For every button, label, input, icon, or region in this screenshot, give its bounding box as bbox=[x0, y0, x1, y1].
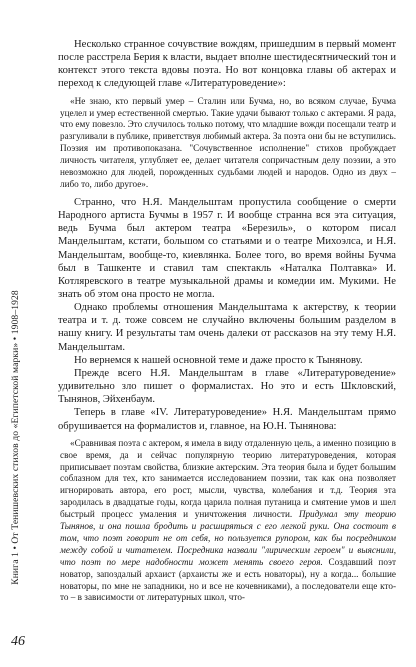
paragraph: Прежде всего Н.Я. Мандельштам в главе «Литературоведение» удивительно зло пишет о формалистах. Но это и есть Шкловский, Тынянов, Эйхенбаум. bbox=[58, 367, 396, 406]
running-head-text: Книга 1 • От Тенишевских стихов до «Египетской марки» • 1908–1928 bbox=[9, 289, 21, 585]
paragraph: Однако проблемы отношения Мандельштама к актерству, к теории театра и т. д. тоже совсем не случайно включены большим разделом в нашу книгу. И результаты там очень далеки от рассказов на эту тему Н.Я. Мандельштам. bbox=[58, 302, 396, 353]
paragraph: Теперь в главе «IV. Литературоведение» Н.Я. Мандельштам прямо обрушивается на формалистов и, главное, на Ю.Н. Тынянова: bbox=[58, 407, 396, 432]
block-quote: «Не знаю, кто первый умер – Сталин или Бучма, но, во всяком случае, Бучма уцелел и умер естественной смертью. Такие удачи бывают только с актерами. Я рада, что ему повезло. Это случилось только потому, что младшие вожди посещали театр и разгуливали в публике, приветствуя любимый актера. За поэта они бы не вступились. Поэзия им противопоказана. "Сочувственное исполнение" стихов пробуждает личность читателя, углубляет ее, делает читателя сопричастным делу поэзии, а это невозможно для людей, порожденных судьбами людей и народов. Одно из двух – либо то, либо другое». bbox=[60, 95, 396, 189]
running-head bbox=[3, 242, 27, 632]
quote-italic-text: Придумал эту теорию Тынянов, и она пошла бродить и расширяться с его легкой руки. Она состоит в том, что поэт говорит не от себя, но пользуется рупором, как бы посредником между собой и читателем. Посредника назвали "лирическим героем" и выяснили, что поэт по мере надобности может менять своего героя. bbox=[60, 509, 396, 567]
paragraph: Несколько странное сочувствие вождям, пришедшим в первый момент после расстрела Берия к власти, выдает вполне шестидесятнический тон и контекст этого текста вдовы поэта. Но вот концовка главы об актерах и переход к следующей главе «Литературоведение»: bbox=[58, 39, 396, 90]
quote-text: Создавший поэт новатор, запоздалый архаист (архаисты же и есть новаторы), ну а когда... большие новаторы, по мне не западники, но и все не кочевниками), а последователи еще кто-то – в зависимости от литературных школ, что- bbox=[60, 556, 397, 603]
paragraph: Но вернемся к нашей основной теме и даже просто к Тынянову. bbox=[74, 354, 363, 366]
block-quote bbox=[58, 438, 396, 605]
page-number: 46 bbox=[11, 634, 25, 649]
paragraph: Странно, что Н.Я. Мандельштам пропустила сообщение о смерти Народного артиста Бучмы в 1957 г. И вообще странна вся эта ситуация, ведь Бучма был актером театра «Березиль», о котором писал Мандельштам, кстати, большом со статьями и о театре Михоэлса, и Н.Я. Мандельштам, вообще-то, киевлянка. Более того, во время войны Бучма был в Ташкенте и ставил там спектакль «Наталка Полтавка» И. Котляревского в театре музыкальной драмы и комедии им. Мукими. Не знать об этом она просто не могла. bbox=[58, 196, 396, 300]
text-column bbox=[58, 38, 396, 604]
quote-text: «Сравнивая поэта с актером, я имела в виду отдаленную цель, а именно позицию в свое время, да и сейчас популярную теорию литературоведения, которая приписывает поэтам свойства, близкие актерским. Эта теория была и будет большим соблазном для тех, кто занимается исследованием поэзии, так как она позволяет игнорировать автора, его рост, мысли, чувства, колебания и т.д. Теория эта зародилась в двадцатые годы, когда царила полная путаница и смятение умов и шел быстрый процесс умаления и уничтожения личности. bbox=[60, 437, 396, 520]
